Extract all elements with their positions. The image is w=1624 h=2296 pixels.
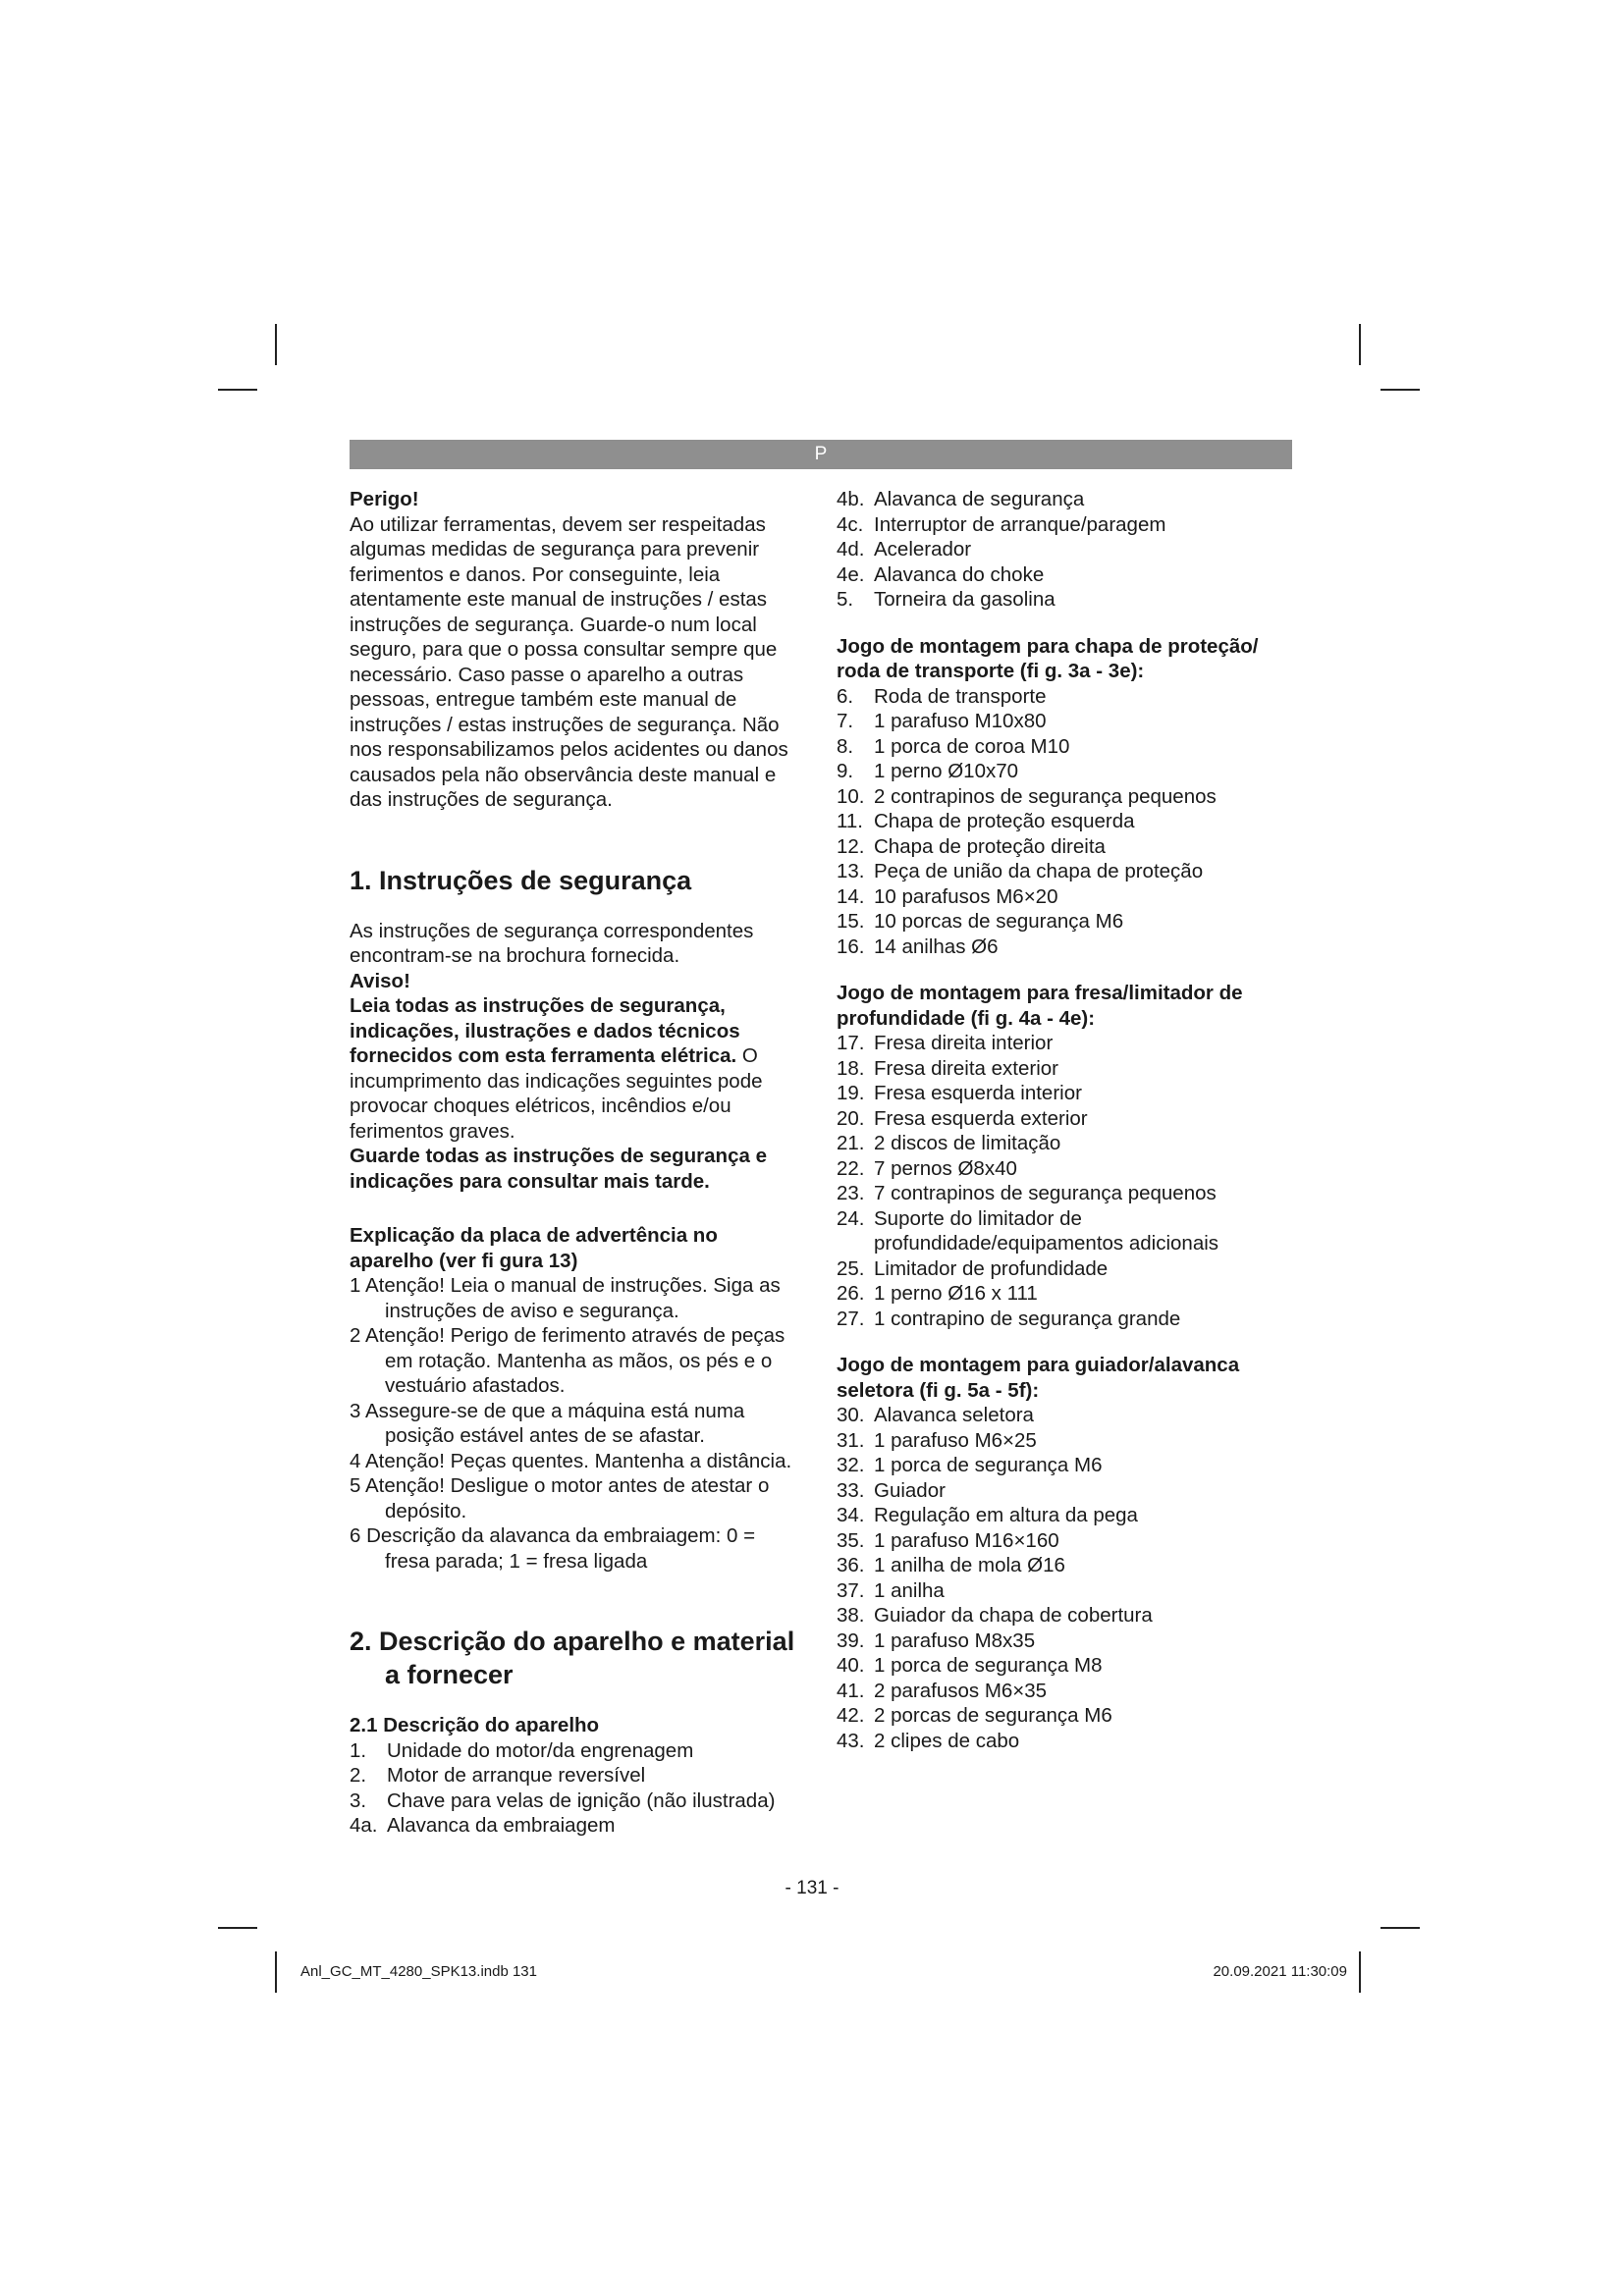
warning-paragraph — [350, 993, 805, 1144]
warning-bold-text: Leia todas as instruções de segurança, indicações, ilustrações e dados técnicos fornecidos com esta ferramenta elétrica. — [350, 994, 740, 1067]
section-2-title: 2. Descrição do aparelho e material a fornecer — [350, 1627, 795, 1689]
list-item: 4c. Interruptor de arranque/paragem — [837, 512, 1166, 536]
kit-1-title: Jogo de montagem para chapa de proteção/ roda de transporte (fi g. 3a - 3e): — [837, 634, 1259, 682]
list-item: 32. 1 porca de segurança M6 — [837, 1454, 1103, 1476]
list-item: 8. 1 porca de coroa M10 — [837, 734, 1070, 758]
warning-text: O incumprimento das indicações seguintes pode provocar choques elétricos, incêndios e/ou ferimentos graves. — [350, 1044, 763, 1143]
keep-instructions-text: Guarde todas as instruções de segurança e indicações para consultar mais tarde. — [350, 1145, 767, 1193]
list-item: 2. Motor de arranque reversível — [350, 1764, 646, 1787]
kit-2-title: Jogo de montagem para fresa/limitador de profundidade (fi g. 4a - 4e): — [837, 982, 1243, 1030]
list-item: 43. 2 clipes de cabo — [837, 1729, 1020, 1752]
list-item: 26. 1 perno Ø16 x 111 — [837, 1282, 1038, 1305]
list-item: 31. 1 parafuso M6×25 — [837, 1428, 1037, 1452]
device-list — [350, 1738, 805, 1839]
list-item: 33. Guiador — [837, 1478, 946, 1502]
crop-mark — [275, 1951, 277, 1993]
list-item: 17. Fresa direita interior — [837, 1032, 1054, 1054]
list-item: 35. 1 parafuso M16×160 — [837, 1528, 1059, 1552]
list-item: 18. Fresa direita exterior — [837, 1056, 1058, 1080]
list-item: 4a. Alavanca da embraiagem — [350, 1814, 616, 1837]
list-item: 13. Peça de união da chapa de proteção — [837, 860, 1204, 882]
items-list-a — [837, 487, 1298, 613]
danger-text: Ao utilizar ferramentas, devem ser respeitadas algumas medidas de segurança para prevenir ferimentos e danos. Por conseguinte, leia atentamente este manual de instruções / estas instruções de segurança. Guarde-o num local seguro, para que o possa consultar sempre que necessário. Caso passe o aparelho a outras pessoas, entregue também este manual de instruções / estas instruções de segurança. Não nos responsabilizamos pelos acidentes ou danos causados pela não observância deste manual e das instruções de segurança. — [350, 512, 788, 811]
left-column — [350, 487, 805, 1839]
kit-1-list — [837, 684, 1298, 960]
list-item: 4e. Alavanca do choke — [837, 562, 1045, 586]
section-1-text: As instruções de segurança correspondentes encontram-se na brochura fornecida. — [350, 919, 754, 967]
crop-mark — [1380, 389, 1420, 391]
plate-item: 5 Atenção! Desligue o motor antes de atestar o depósito. — [350, 1474, 770, 1522]
list-item: 12. Chapa de proteção direita — [837, 834, 1106, 858]
plate-item: 4 Atenção! Peças quentes. Mantenha a distância. — [350, 1449, 792, 1472]
kit-2-list — [837, 1031, 1298, 1331]
crop-mark — [275, 324, 277, 365]
plate-list — [350, 1273, 805, 1574]
list-item: 22. 7 pernos Ø8x40 — [837, 1156, 1017, 1180]
crop-mark — [218, 1927, 257, 1929]
list-item: 16. 14 anilhas Ø6 — [837, 934, 999, 958]
list-item: 6. Roda de transporte — [837, 684, 1047, 708]
language-header-bar — [350, 440, 1292, 469]
list-item: 30. Alavanca seletora — [837, 1404, 1034, 1426]
list-item: 41. 2 parafusos M6×35 — [837, 1679, 1048, 1702]
right-column — [837, 487, 1298, 1753]
kit-3-list — [837, 1403, 1298, 1753]
section-2-1-title: 2.1 Descrição do aparelho — [350, 1714, 600, 1736]
list-item: 9. 1 perno Ø10x70 — [837, 760, 1019, 782]
crop-mark — [218, 389, 257, 391]
warning-title: Aviso! — [350, 969, 410, 992]
crop-mark — [1380, 1927, 1420, 1929]
plate-item: 2 Atenção! Perigo de ferimento através de peças em rotação. Mantenha as mãos, os pés e o vestuário afastados. — [350, 1324, 785, 1397]
plate-item: 6 Descrição da alavanca da embraiagem: 0 = fresa parada; 1 = fresa ligada — [350, 1524, 756, 1573]
list-item: 37. 1 anilha — [837, 1578, 945, 1602]
list-item: 25. Limitador de profundidade — [837, 1256, 1109, 1280]
footer-file: Anl_GC_MT_4280_SPK13.indb 131 — [300, 1963, 537, 1980]
footer-datetime: 20.09.2021 11:30:09 — [1213, 1963, 1347, 1980]
list-item: 14. 10 parafusos M6×20 — [837, 884, 1058, 908]
list-item: 39. 1 parafuso M8x35 — [837, 1629, 1036, 1652]
crop-mark — [1359, 1951, 1361, 1993]
danger-title: Perigo! — [350, 488, 419, 510]
crop-mark — [1359, 324, 1361, 365]
list-item: 20. Fresa esquerda exterior — [837, 1106, 1088, 1130]
list-item: 11. Chapa de proteção esquerda — [837, 810, 1135, 832]
list-item: 1. Unidade do motor/da engrenagem — [350, 1738, 694, 1762]
list-item: 27. 1 contrapino de segurança grande — [837, 1307, 1181, 1330]
list-item: 3. Chave para velas de ignição (não ilustrada) — [350, 1789, 776, 1812]
page-number: - 131 - — [785, 1878, 839, 1898]
list-item: 38. Guiador da chapa de cobertura — [837, 1604, 1153, 1627]
list-item: 10. 2 contrapinos de segurança pequenos — [837, 784, 1217, 808]
list-item: 34. Regulação em altura da pega — [837, 1504, 1138, 1526]
list-item: 15. 10 porcas de segurança M6 — [837, 910, 1124, 933]
plate-item: 3 Assegure-se de que a máquina está numa posição estável antes de se afastar. — [350, 1399, 745, 1447]
list-item: 23. 7 contrapinos de segurança pequenos — [837, 1182, 1217, 1204]
list-item: 4b. Alavanca de segurança — [837, 488, 1085, 510]
list-item: 24. Suporte do limitador de profundidade/equipamentos adicionais — [837, 1206, 1219, 1255]
plate-title: Explicação da placa de advertência no aparelho (ver fi gura 13) — [350, 1224, 718, 1272]
list-item: 7. 1 parafuso M10x80 — [837, 710, 1047, 732]
list-item: 36. 1 anilha de mola Ø16 — [837, 1554, 1065, 1576]
plate-item: 1 Atenção! Leia o manual de instruções. Siga as instruções de aviso e segurança. — [350, 1274, 781, 1322]
list-item: 21. 2 discos de limitação — [837, 1132, 1061, 1154]
list-item: 19. Fresa esquerda interior — [837, 1082, 1082, 1104]
list-item: 42. 2 porcas de segurança M6 — [837, 1704, 1112, 1727]
list-item: 5. Torneira da gasolina — [837, 588, 1056, 611]
kit-3-title: Jogo de montagem para guiador/alavanca seletora (fi g. 5a - 5f): — [837, 1354, 1240, 1402]
section-1-title: 1. Instruções de segurança — [350, 865, 692, 895]
language-marker: P — [814, 444, 828, 464]
list-item: 40. 1 porca de segurança M8 — [837, 1654, 1103, 1677]
list-item: 4d. Acelerador — [837, 538, 972, 561]
